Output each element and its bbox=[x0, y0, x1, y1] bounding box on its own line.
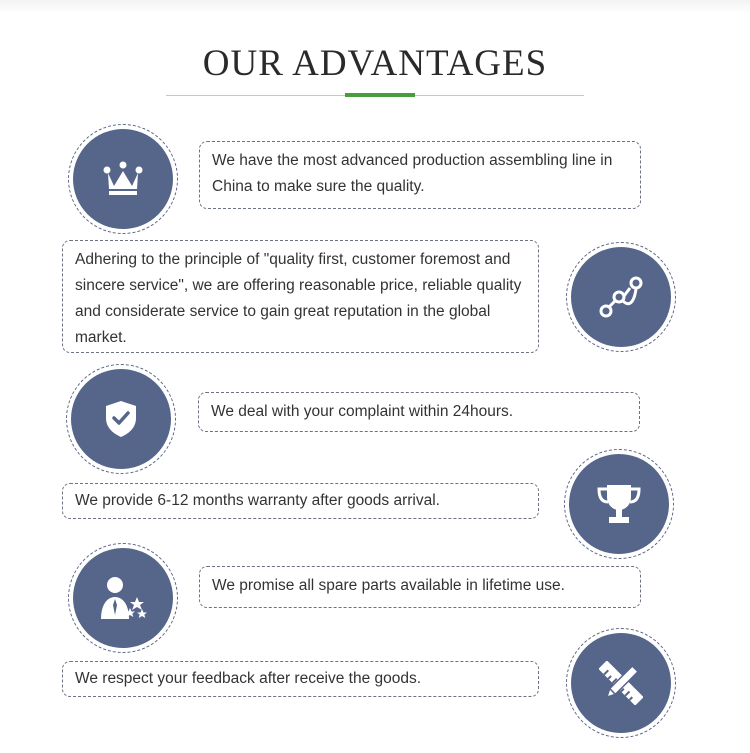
advantage-icon-circle-4 bbox=[564, 449, 674, 559]
advantage-text-4: We provide 6-12 months warranty after goods arrival. bbox=[62, 483, 539, 519]
trophy-icon bbox=[595, 483, 643, 525]
advantage-text-6: We respect your feedback after receive the goods. bbox=[62, 661, 539, 697]
advantage-text-5: We promise all spare parts available in lifetime use. bbox=[199, 566, 641, 608]
user-stars-icon bbox=[99, 575, 147, 621]
advantage-icon-circle-6 bbox=[566, 628, 676, 738]
top-strip bbox=[0, 0, 750, 14]
title-divider-accent bbox=[345, 93, 415, 97]
page-title: OUR ADVANTAGES bbox=[202, 43, 548, 84]
advantage-text-3: We deal with your complaint within 24hours. bbox=[198, 392, 640, 432]
advantage-icon-circle-2 bbox=[566, 242, 676, 352]
pencil-ruler-icon bbox=[599, 661, 643, 705]
advantage-text-1: We have the most advanced production assembling line in China to make sure the quality. bbox=[199, 141, 641, 209]
advantage-icon-circle-1 bbox=[68, 124, 178, 234]
network-nodes-icon bbox=[599, 275, 643, 319]
crown-icon bbox=[103, 161, 143, 197]
advantage-icon-circle-3 bbox=[66, 364, 176, 474]
advantage-icon-circle-5 bbox=[68, 543, 178, 653]
shield-check-icon bbox=[104, 400, 138, 438]
advantage-text-2: Adhering to the principle of "quality first, customer foremost and sincere service", we are offering reasonable price, reliable quality and considerate service to gain great reputation in the global market. bbox=[62, 240, 539, 353]
